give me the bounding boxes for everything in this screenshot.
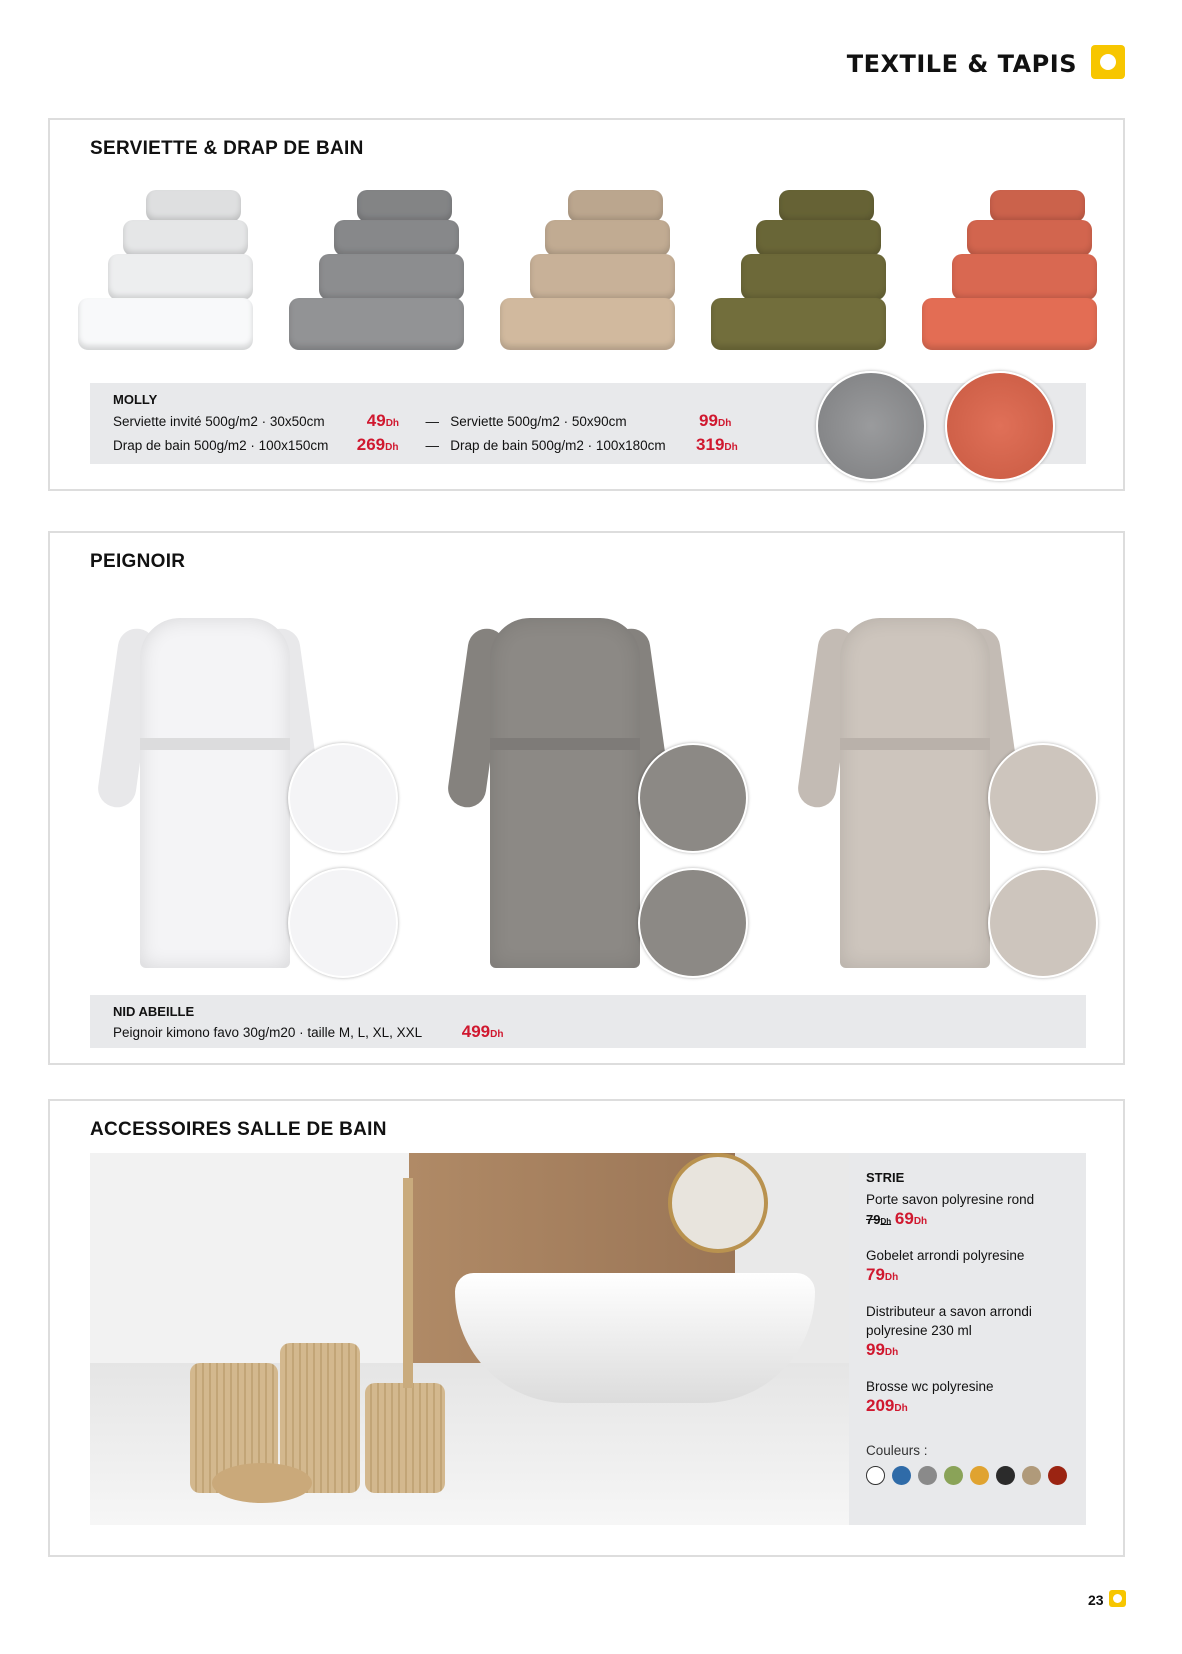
colors-label: Couleurs : — [866, 1443, 928, 1458]
item-price: 269Dh — [356, 435, 399, 454]
accessories-section — [48, 1099, 1125, 1557]
page-logo-icon — [1109, 1590, 1126, 1607]
item-price: 79Dh — [866, 1265, 899, 1284]
price-row: Serviette invité 500g/m2 · 30x50cm 49Dh — Serviette 500g/m2 · 50x90cm 99Dh — [113, 411, 732, 430]
item-price: 499Dh — [461, 1022, 504, 1041]
old-price: 79Dh — [866, 1212, 892, 1227]
item-price: 69Dh — [894, 1209, 928, 1228]
price-bar — [90, 995, 1086, 1048]
towel-stack — [78, 190, 253, 365]
bathrobe — [100, 588, 400, 988]
page-number: 23 — [1088, 1592, 1104, 1608]
bathroom-product-photo — [90, 1153, 849, 1525]
color-swatch — [1048, 1466, 1067, 1485]
towels-section — [48, 118, 1125, 491]
item-name: Peignoir kimono favo 30g/m20 · taille M, L, XL, XXL — [113, 1025, 423, 1040]
towel-stack — [500, 190, 675, 365]
section-title: PEIGNOIR — [90, 551, 186, 572]
item-name: Brosse wc polyresine — [866, 1379, 994, 1394]
accessories-info-panel — [849, 1153, 1086, 1525]
product-name: STRIE — [866, 1170, 905, 1185]
item-price: 319Dh — [696, 435, 738, 454]
color-swatch — [996, 1466, 1015, 1485]
item — [866, 1246, 1081, 1287]
bathtub — [455, 1273, 815, 1403]
item — [866, 1190, 1081, 1231]
item — [866, 1377, 1081, 1418]
price-bar — [90, 383, 1086, 464]
towel-stack — [289, 190, 464, 365]
item-name: Gobelet arrondi polyresine — [866, 1248, 1025, 1263]
section-title: ACCESSOIRES SALLE DE BAIN — [90, 1119, 387, 1140]
mirror — [668, 1153, 768, 1253]
item-price: 99Dh — [699, 411, 732, 430]
item-name: Distributeur a savon arrondi polyresine 230 ml — [866, 1304, 1032, 1338]
color-swatch — [970, 1466, 989, 1485]
color-swatch — [1022, 1466, 1041, 1485]
price-row — [113, 1022, 503, 1042]
towel-stack — [922, 190, 1097, 365]
category-logo-icon — [1091, 45, 1125, 79]
item-price: 99Dh — [866, 1340, 899, 1359]
product-name: MOLLY — [113, 392, 158, 407]
collar-detail — [988, 743, 1098, 853]
color-swatch — [918, 1466, 937, 1485]
item-price: 209Dh — [866, 1396, 908, 1415]
gray-towel-detail — [816, 371, 926, 481]
color-swatch — [944, 1466, 963, 1485]
belt-detail — [988, 868, 1098, 978]
collar-detail — [638, 743, 748, 853]
bathrobe-section — [48, 531, 1125, 1065]
belt-detail — [638, 868, 748, 978]
item-name: Serviette 500g/m2 · 50x90cm — [450, 414, 627, 429]
color-swatch — [892, 1466, 911, 1485]
item-name: Porte savon polyresine rond — [866, 1192, 1035, 1207]
belt-detail — [288, 868, 398, 978]
category-title: TEXTILE & TAPIS — [846, 50, 1077, 78]
price-row: Drap de bain 500g/m2 · 100x150cm 269Dh — Drap de bain 500g/m2 · 100x180cm 319Dh — [113, 435, 738, 454]
collar-detail — [288, 743, 398, 853]
soap-dish — [212, 1463, 312, 1503]
product-name: NID ABEILLE — [113, 1004, 195, 1019]
orange-towel-detail — [945, 371, 1055, 481]
item-name: Drap de bain 500g/m2 · 100x150cm — [113, 438, 329, 453]
toilet-brush — [365, 1383, 445, 1493]
color-swatch — [866, 1466, 885, 1485]
color-swatches — [866, 1466, 1074, 1490]
item-price: 49Dh — [366, 411, 400, 430]
item-name: Drap de bain 500g/m2 · 100x180cm — [450, 438, 666, 453]
item-name: Serviette invité 500g/m2 · 30x50cm — [113, 414, 325, 429]
towel-stack — [711, 190, 886, 365]
bathrobe — [450, 588, 750, 988]
bathrobe — [800, 588, 1100, 988]
section-title: SERVIETTE & DRAP DE BAIN — [90, 138, 364, 159]
item — [866, 1302, 1056, 1362]
